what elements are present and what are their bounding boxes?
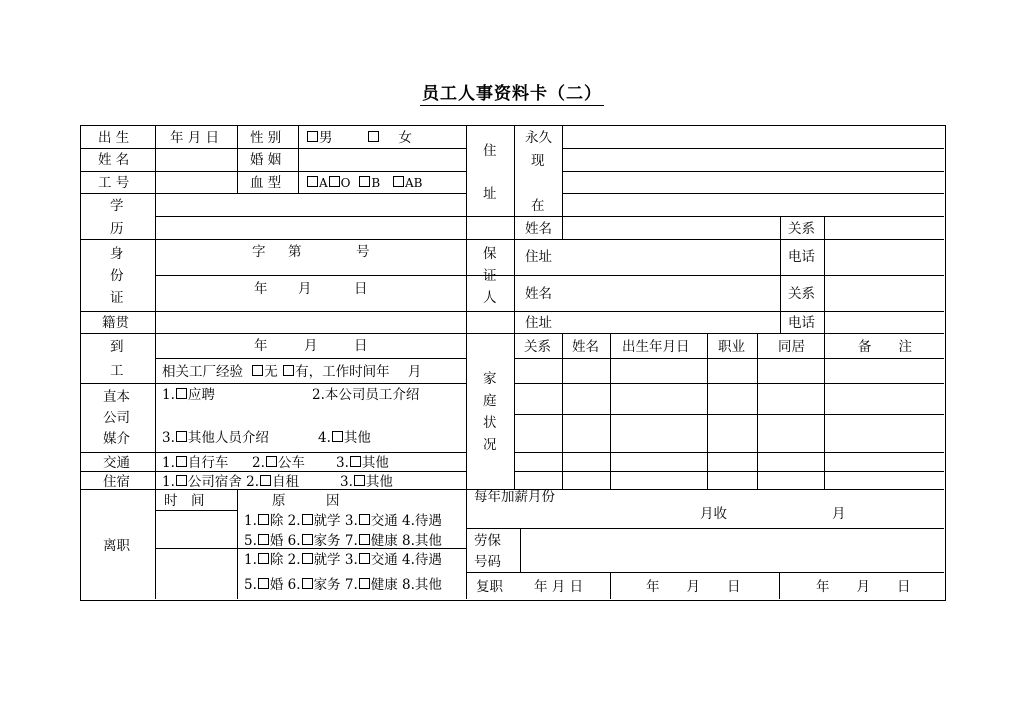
blood-a-checkbox[interactable]: [307, 176, 318, 187]
guarantor-label-3: 人: [483, 290, 497, 306]
guarantor-address-1-label: 住址: [525, 249, 552, 265]
rehire-date-3: 年 月 日: [816, 579, 911, 595]
join-label-2: 工: [110, 363, 124, 379]
native-place-label: 籍贯: [102, 315, 129, 331]
blood-b-checkbox[interactable]: [359, 176, 370, 187]
id-label-2: 份: [110, 268, 124, 284]
family-name-header: 姓名: [572, 339, 599, 355]
bus-checkbox[interactable]: [266, 456, 277, 467]
reason-row-2a: 1. 除 2. 就学 3. 交通 4.待遇: [244, 552, 442, 568]
reason2-marriage-checkbox[interactable]: [258, 578, 269, 589]
reason-marriage-checkbox[interactable]: [258, 534, 269, 545]
reason-housework-checkbox[interactable]: [302, 534, 313, 545]
id-year: 年: [254, 281, 268, 297]
blood-type-label: 血 型: [250, 175, 282, 191]
transport-other-checkbox[interactable]: [350, 456, 361, 467]
resign-label: 离职: [103, 538, 130, 554]
reason-row-2b: 5. 婚 6. 家务 7. 健康 8.其他: [244, 577, 442, 593]
lodging-label: 住宿: [103, 474, 130, 490]
guarantor-relation-2-label: 关系: [788, 286, 815, 302]
reason2-dismiss-checkbox[interactable]: [258, 553, 269, 564]
birth-label: 出 生: [98, 130, 130, 146]
lodging-option-3: 3. 其他: [340, 474, 393, 490]
transport-option-1: 1. 自行车: [162, 455, 229, 471]
bicycle-checkbox[interactable]: [176, 456, 187, 467]
reason-transport-checkbox[interactable]: [359, 514, 370, 525]
id-label-3: 证: [110, 290, 124, 306]
reason2-housework-checkbox[interactable]: [302, 578, 313, 589]
current-address-label-1: 现: [531, 153, 545, 169]
dorm-checkbox[interactable]: [176, 475, 187, 486]
reason2-health-checkbox[interactable]: [359, 578, 370, 589]
family-label-1: 家: [483, 371, 497, 387]
rent-checkbox[interactable]: [260, 475, 271, 486]
family-birth-header: 出生年月日: [622, 339, 690, 355]
form-border: [80, 125, 946, 601]
reason-row-1a: 1. 除 2. 就学 3. 交通 4.待遇: [244, 513, 442, 529]
education-label-1: 学: [110, 198, 124, 214]
guarantor-name-1-label: 姓名: [525, 221, 552, 237]
family-label-4: 况: [483, 437, 497, 453]
male-checkbox[interactable]: [307, 131, 318, 142]
join-year: 年: [254, 338, 268, 354]
family-label-2: 庭: [483, 393, 497, 409]
rehire-date-2: 年 月 日: [646, 579, 741, 595]
rehire-date-1: 年 月 日: [534, 579, 584, 595]
family-note-header: 备 注: [858, 339, 912, 355]
guarantor-name-2-label: 姓名: [525, 286, 552, 302]
resign-reason-header: 原 因: [272, 493, 340, 509]
address-label-1: 住: [483, 143, 497, 159]
id-hao: 号: [356, 244, 370, 260]
guarantor-relation-1-label: 关系: [788, 221, 815, 237]
intro-option-2: 2.本公司员工介绍: [312, 387, 420, 403]
join-day: 日: [354, 338, 368, 354]
family-cohabit-header: 同居: [778, 339, 805, 355]
guarantor-label-1: 保: [483, 246, 497, 262]
guarantor-label-2: 证: [483, 268, 497, 284]
raise-month-label: 每年加薪月份: [474, 489, 555, 505]
birth-date-field: 年 月 日: [170, 130, 220, 146]
id-zi: 字: [252, 244, 266, 260]
address-label-2: 址: [483, 186, 497, 202]
intro-apply-checkbox[interactable]: [176, 388, 187, 399]
intro-option-3: 3. 其他人员介绍: [162, 430, 269, 446]
id-month: 月: [298, 281, 312, 297]
guarantor-address-2-label: 住址: [525, 315, 552, 331]
rehire-label: 复职: [476, 579, 503, 595]
raise-month-2: 月: [832, 506, 846, 522]
guarantor-phone-2-label: 电话: [788, 315, 815, 331]
exp-has-checkbox[interactable]: [283, 365, 294, 376]
labor-insurance-label-1: 劳保: [474, 533, 501, 549]
female-checkbox[interactable]: [368, 131, 379, 142]
intro-label-3: 媒介: [103, 431, 130, 447]
transport-option-3: 3. 其他: [336, 455, 389, 471]
gender-options: 男 女: [306, 130, 412, 146]
family-job-header: 职业: [718, 339, 745, 355]
gender-label: 性 别: [250, 130, 282, 146]
join-label-1: 到: [110, 339, 124, 355]
lodging-other-checkbox[interactable]: [354, 475, 365, 486]
guarantor-phone-1-label: 电话: [788, 249, 815, 265]
intro-option-4: 4. 其他: [318, 430, 371, 446]
permanent-address-label: 永久: [525, 130, 552, 146]
family-label-3: 状: [483, 415, 497, 431]
marriage-label: 婚 姻: [250, 152, 282, 168]
labor-insurance-label-2: 号码: [474, 554, 501, 570]
id-day: 日: [354, 281, 368, 297]
lodging-option-1: 1. 公司宿舍 2. 自租: [162, 474, 300, 490]
reason-study-checkbox[interactable]: [302, 514, 313, 525]
current-address-label-2: 在: [531, 198, 545, 214]
intro-label-2: 公司: [103, 410, 130, 426]
name-label: 姓 名: [98, 152, 130, 168]
blood-ab-checkbox[interactable]: [393, 176, 404, 187]
employee-no-label: 工 号: [98, 175, 130, 191]
join-month: 月: [304, 338, 318, 354]
blood-type-options: A O B AB: [306, 175, 422, 191]
raise-month-1: 月收: [700, 506, 727, 522]
reason2-study-checkbox[interactable]: [302, 553, 313, 564]
id-label-1: 身: [110, 246, 124, 262]
reason-health-checkbox[interactable]: [359, 534, 370, 545]
transport-option-2: 2. 公车: [252, 455, 305, 471]
reason-row-1b: 5. 婚 6. 家务 7. 健康 8.其他: [244, 533, 442, 549]
intro-option-1: 1. 应聘: [162, 387, 215, 403]
education-label-2: 历: [110, 221, 124, 237]
blood-o-checkbox[interactable]: [329, 176, 340, 187]
intro-label-1: 直本: [103, 389, 130, 405]
resign-time-header: 时 间: [164, 493, 205, 509]
id-di: 第: [288, 244, 302, 260]
family-relation-header: 关系: [524, 339, 551, 355]
experience-row: 相关工厂经验 无 有，工作时间年 月: [162, 364, 422, 380]
reason-dismiss-checkbox[interactable]: [258, 514, 269, 525]
intro-other-person-checkbox[interactable]: [176, 431, 187, 442]
exp-none-checkbox[interactable]: [252, 365, 263, 376]
reason2-transport-checkbox[interactable]: [359, 553, 370, 564]
transport-label: 交通: [103, 455, 130, 471]
page-title: 员工人事资料卡（二）: [422, 84, 602, 104]
intro-other-checkbox[interactable]: [332, 431, 343, 442]
